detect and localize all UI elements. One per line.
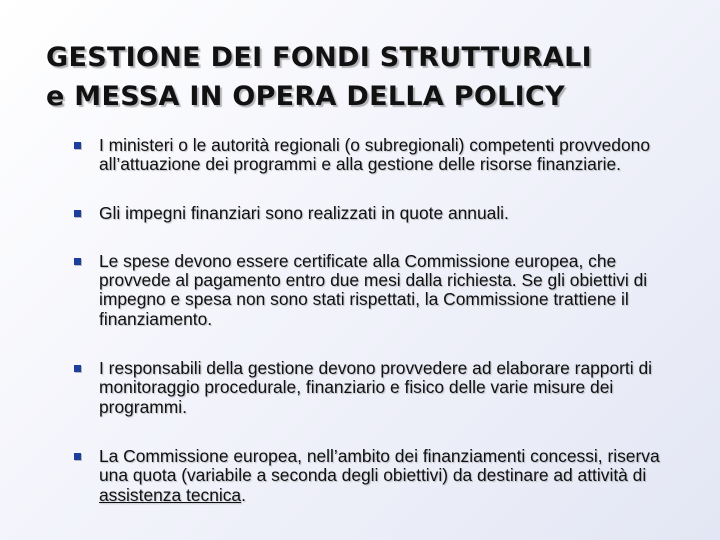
square-bullet-icon bbox=[74, 142, 81, 149]
bullet-item bbox=[72, 136, 692, 175]
square-bullet-icon bbox=[74, 258, 81, 265]
bullet-list bbox=[72, 136, 692, 505]
bullet-text: Gli impegni finanziari sono realizzati in quote annuali. bbox=[99, 202, 509, 223]
bullet-text: I responsabili della gestione devono provvedere ad elaborare rapporti di monitoraggio procedurale, finanziario e fisico delle varie misure dei programmi. bbox=[99, 358, 652, 417]
underlined-term: assistenza tecnica bbox=[99, 484, 242, 505]
bullet-text: Le spese devono essere certificate alla Commissione europea, che provvede al pagamento entro due mesi dalla richiesta. Se gli obiettivi di impegno e spesa non sono stati rispettati, la Commissione trattiene il finanziamento. bbox=[99, 250, 648, 329]
bullet-text-after: . bbox=[241, 484, 246, 505]
square-bullet-icon bbox=[74, 210, 81, 217]
bullet-text: I ministeri o le autorità regionali (o subregionali) competenti provvedono all’attuazione dei programmi e alla gestione delle risorse finanziarie. bbox=[99, 135, 650, 175]
slide-title-line-1: GESTIONE DEI FONDI STRUTTURALI bbox=[46, 42, 592, 73]
bullet-item bbox=[72, 204, 692, 223]
square-bullet-icon bbox=[74, 365, 81, 372]
bullet-item bbox=[72, 447, 692, 505]
square-bullet-icon bbox=[74, 453, 81, 460]
bullet-text-before: La Commissione europea, nell’ambito dei finanziamenti concessi, riserva una quota (variabile a seconda degli obiettivi) da destinare ad attività di bbox=[99, 445, 660, 486]
slide-title bbox=[46, 38, 696, 116]
slide-title-line-2: e MESSA IN OPERA DELLA POLICY bbox=[46, 81, 565, 112]
bullet-item bbox=[72, 359, 692, 417]
bullet-item bbox=[72, 252, 692, 329]
